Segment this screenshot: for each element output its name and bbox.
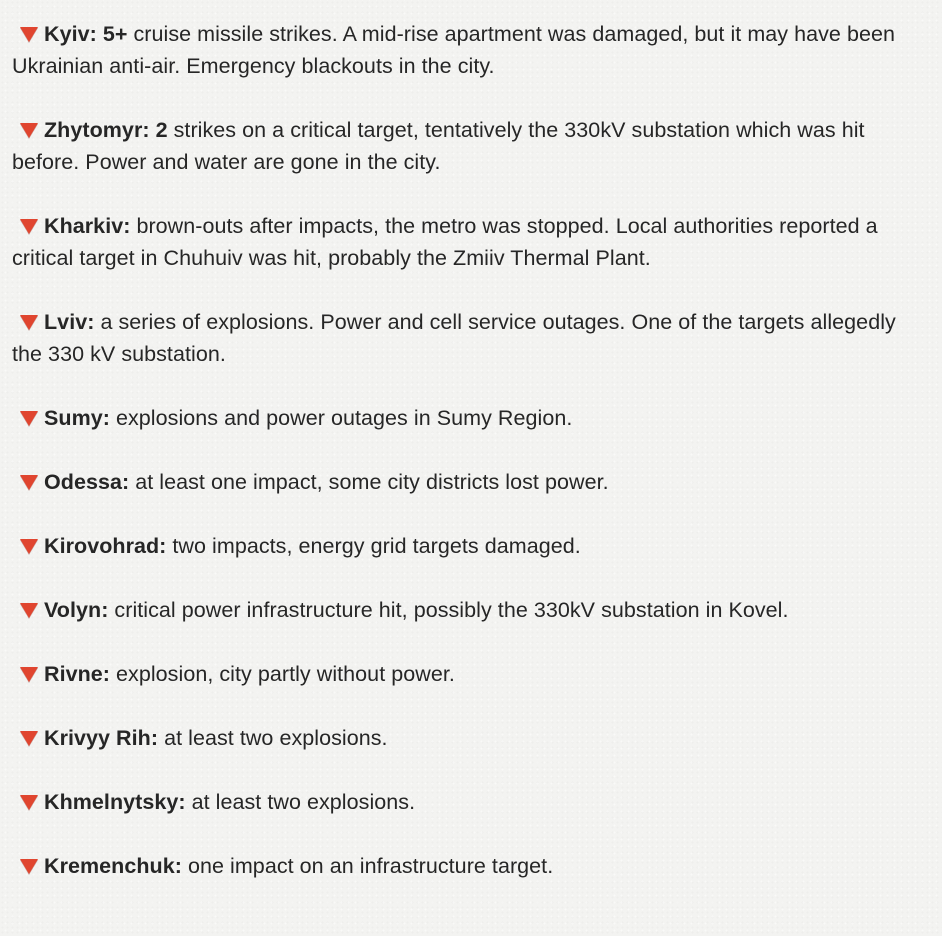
strike-count: 2 [149, 118, 168, 142]
strike-report-list [12, 18, 930, 882]
red-triangle-down-icon [20, 667, 38, 682]
report-text: at least two explosions. [185, 790, 416, 814]
report-text: at least one impact, some city districts lost power. [129, 470, 609, 494]
report-entry-volyn [12, 594, 930, 626]
region-name: Lviv: [44, 310, 95, 334]
report-entry-lviv [12, 306, 930, 370]
report-entry-kremenchuk [12, 850, 930, 882]
report-entry-sumy [12, 402, 930, 434]
report-text: explosions and power outages in Sumy Region. [109, 406, 573, 430]
red-triangle-down-icon [20, 411, 38, 426]
red-triangle-down-icon [20, 123, 38, 138]
region-name: Kyiv: [44, 22, 97, 46]
region-name: Krivyy Rih: [44, 726, 159, 750]
report-entry-kyiv [12, 18, 930, 82]
report-entry-khmelnytsky [12, 786, 930, 818]
report-text: a series of explosions. Power and cell service outages. One of the targets allegedly the 330 kV substation. [12, 310, 896, 366]
region-name: Volyn: [44, 598, 109, 622]
red-triangle-down-icon [20, 539, 38, 554]
report-entry-kirovohrad [12, 530, 930, 562]
report-entry-rivne [12, 658, 930, 690]
report-text: at least two explosions. [158, 726, 388, 750]
strike-count: 5+ [96, 22, 128, 46]
red-triangle-down-icon [20, 315, 38, 330]
region-name: Odessa: [44, 470, 130, 494]
report-text: explosion, city partly without power. [110, 662, 455, 686]
report-entry-krivyy-rih [12, 722, 930, 754]
report-text: one impact on an infrastructure target. [181, 854, 554, 878]
report-text: cruise missile strikes. A mid-rise apartment was damaged, but it may have been Ukrainian anti-air. Emergency blackouts in the city. [12, 22, 895, 78]
red-triangle-down-icon [20, 219, 38, 234]
red-triangle-down-icon [20, 475, 38, 490]
region-name: Kharkiv: [44, 214, 131, 238]
report-text: strikes on a critical target, tentatively the 330kV substation which was hit before. Power and water are gone in the city. [12, 118, 865, 174]
report-text: brown-outs after impacts, the metro was stopped. Local authorities reported a critical target in Chuhuiv was hit, probably the Zmiiv Thermal Plant. [12, 214, 878, 270]
region-name: Rivne: [44, 662, 111, 686]
report-entry-odessa [12, 466, 930, 498]
report-text: critical power infrastructure hit, possibly the 330kV substation in Kovel. [108, 598, 789, 622]
red-triangle-down-icon [20, 859, 38, 874]
report-entry-kharkiv [12, 210, 930, 274]
region-name: Zhytomyr: [44, 118, 150, 142]
red-triangle-down-icon [20, 27, 38, 42]
red-triangle-down-icon [20, 795, 38, 810]
red-triangle-down-icon [20, 603, 38, 618]
report-entry-zhytomyr [12, 114, 930, 178]
red-triangle-down-icon [20, 731, 38, 746]
region-name: Sumy: [44, 406, 110, 430]
region-name: Kremenchuk: [44, 854, 182, 878]
report-text: two impacts, energy grid targets damaged. [166, 534, 581, 558]
region-name: Khmelnytsky: [44, 790, 186, 814]
region-name: Kirovohrad: [44, 534, 167, 558]
